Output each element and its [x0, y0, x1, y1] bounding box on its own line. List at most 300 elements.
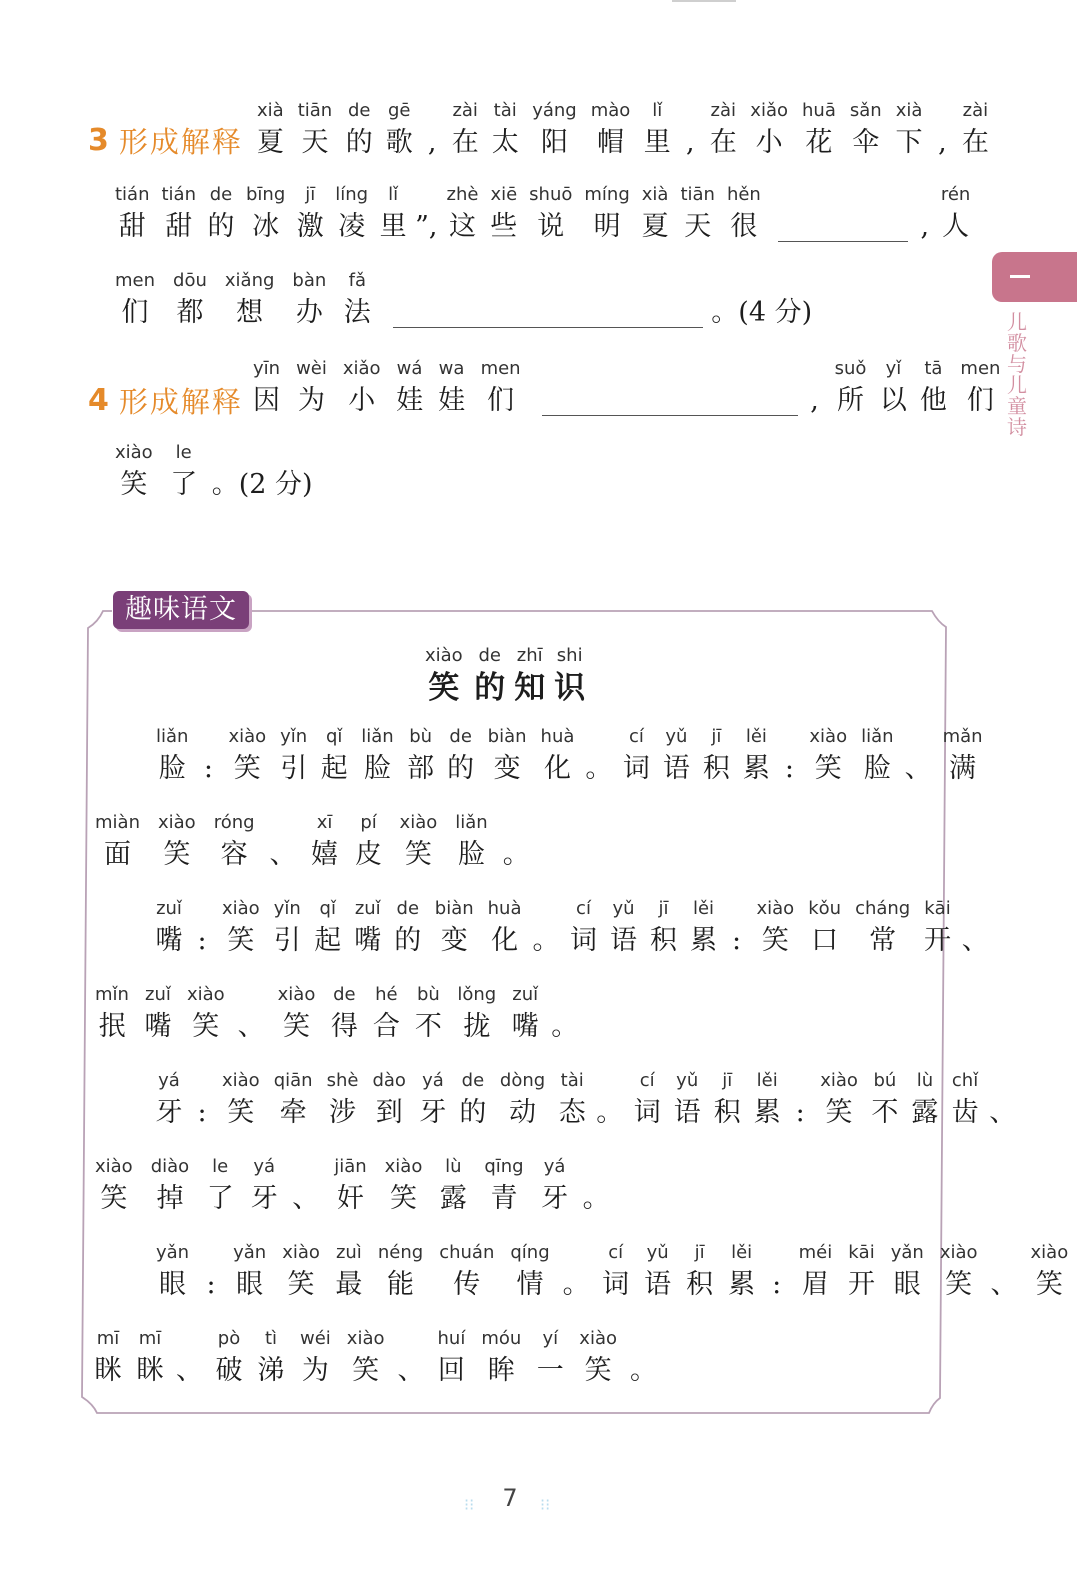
pinyin: zài [452, 100, 478, 121]
annotated-character [660, 724, 692, 788]
hanzi: 娃 [396, 385, 424, 416]
pinyin: men [115, 270, 156, 291]
annotated-character [397, 810, 441, 874]
punctuation [630, 1326, 657, 1390]
pinyin: men [960, 358, 1001, 379]
pinyin: xiē [490, 184, 518, 205]
hanzi: : [731, 925, 742, 956]
punctuation [991, 1240, 1018, 1304]
hanzi: 积 [686, 1269, 714, 1300]
annotated-character [142, 982, 174, 1046]
pinyin: de [333, 984, 356, 1005]
pinyin: wèi [296, 358, 327, 379]
hanzi: 词 [602, 1269, 630, 1300]
punctuation [596, 1068, 623, 1132]
hanzi: 嘴 [144, 1011, 172, 1042]
hanzi: 积 [650, 925, 677, 956]
pinyin [208, 1240, 214, 1266]
pinyin: yá [158, 1070, 180, 1091]
pinyin: suǒ [834, 358, 867, 379]
hanzi: 能 [387, 1269, 415, 1300]
annotated-character [295, 98, 336, 162]
hanzi: 抿 [98, 1011, 126, 1042]
punctuation [791, 1068, 809, 1132]
annotated-character [457, 1068, 489, 1132]
pinyin: biàn [434, 898, 474, 919]
hanzi: 笑 [825, 1097, 853, 1128]
pinyin: mī [138, 1328, 162, 1349]
annotated-character [341, 268, 373, 332]
pinyin: lěi [756, 1070, 778, 1091]
annotated-character [153, 896, 185, 960]
hanzi: 嘴 [511, 1011, 539, 1042]
pinyin [641, 1326, 647, 1352]
annotated-character [554, 643, 586, 707]
annotated-character [92, 1154, 136, 1218]
annotated-character [344, 1326, 388, 1390]
pinyin: yǐn [273, 898, 301, 919]
pinyin: róng [213, 812, 255, 833]
pinyin: gē [387, 100, 411, 121]
hanzi: 夏 [641, 211, 669, 242]
punctuation [933, 98, 951, 162]
punctuation [503, 810, 530, 874]
annotated-character [832, 356, 870, 420]
pinyin: hé [375, 984, 398, 1005]
pinyin: jī [305, 184, 316, 205]
hanzi: 脸 [457, 839, 485, 870]
pinyin [199, 896, 205, 922]
hanzi: 嬉 [311, 839, 339, 870]
hanzi: 笑 [233, 753, 261, 784]
hanzi: 常 [869, 925, 897, 956]
pinyin: de [347, 100, 371, 121]
pinyin: xià [641, 184, 669, 205]
hanzi: 面 [103, 839, 131, 870]
punctuation [193, 896, 211, 960]
pinyin: bù [416, 984, 440, 1005]
hanzi: 累 [728, 1269, 756, 1300]
hanzi: 阳 [540, 127, 568, 158]
q3-line-3 [112, 268, 812, 332]
unit-number-glyph [1010, 275, 1030, 278]
hanzi: 牙 [250, 1183, 278, 1214]
phrase-segment [449, 98, 681, 162]
hanzi: 。 [630, 1355, 657, 1386]
annotated-character [959, 98, 991, 162]
hanzi: 笑 [192, 1011, 220, 1042]
hanzi: 凌 [338, 211, 366, 242]
annotated-character [324, 1068, 362, 1132]
annotated-character [507, 1240, 552, 1304]
hanzi: 累 [690, 925, 717, 956]
pinyin: xià [257, 100, 284, 121]
pinyin: liǎn [361, 726, 394, 747]
pinyin [423, 182, 429, 208]
pinyin [303, 1154, 309, 1180]
hanzi: 、 [237, 1011, 265, 1042]
hanzi: 、 [292, 1183, 320, 1214]
hanzi: , [427, 127, 437, 158]
fun-row-6 [92, 1154, 622, 1218]
hanzi: 人 [942, 211, 970, 242]
pinyin: xiào [579, 1328, 617, 1349]
fun-title [422, 643, 594, 707]
hanzi: 笑 [227, 925, 255, 956]
hanzi: 语 [673, 1097, 701, 1128]
q4-blank[interactable] [542, 385, 798, 416]
pinyin [199, 1068, 205, 1094]
annotated-character [724, 182, 764, 246]
pinyin: zài [710, 100, 737, 121]
hanzi: 笑 [163, 839, 191, 870]
annotated-character [514, 643, 546, 707]
hanzi: 。 [562, 1269, 590, 1300]
page-deco-right-icon: ⁝⁝ [540, 1495, 551, 1514]
pinyin: cháng [855, 898, 911, 919]
annotated-character [112, 182, 153, 246]
pinyin [734, 896, 740, 922]
annotated-character [92, 982, 132, 1046]
pinyin: xiào [809, 726, 848, 747]
pinyin: jī [658, 898, 669, 919]
annotated-character [213, 1326, 245, 1390]
pinyin: yáng [532, 100, 577, 121]
annotated-character [243, 182, 288, 246]
annotated-character [333, 1240, 365, 1304]
hanzi: 拢 [463, 1011, 491, 1042]
annotated-character [436, 1240, 497, 1304]
annotated-character [893, 98, 926, 162]
hanzi: 笑 [287, 1269, 315, 1300]
hanzi: 变 [493, 753, 521, 784]
pinyin: qǐ [326, 726, 343, 747]
pinyin: méi [798, 1242, 833, 1263]
pinyin: rén [940, 184, 971, 205]
punctuation [202, 1240, 220, 1304]
pinyin: huà [540, 726, 575, 747]
hanzi: 笑 [814, 753, 842, 784]
pinyin: zhī [516, 645, 543, 666]
annotated-character [805, 896, 844, 960]
hanzi: 、 [989, 1097, 1017, 1128]
hanzi: : [203, 753, 213, 784]
hanzi: 合 [372, 1011, 400, 1042]
annotated-character [248, 1154, 280, 1218]
pinyin: de [209, 184, 233, 205]
hanzi: 、 [176, 1355, 203, 1386]
hanzi: 开 [923, 925, 951, 956]
hanzi: 情 [516, 1269, 544, 1300]
pinyin [205, 724, 211, 750]
pinyin: shi [556, 645, 583, 666]
annotated-character [847, 98, 885, 162]
annotated-character [608, 896, 640, 960]
q3-blank-1[interactable] [778, 211, 908, 242]
pinyin: tián [161, 184, 196, 205]
pinyin: de [461, 1070, 485, 1091]
hanzi: 得 [330, 1011, 358, 1042]
annotated-character [436, 356, 468, 420]
annotated-character [888, 1240, 927, 1304]
pinyin [596, 724, 602, 750]
q4-label [88, 380, 243, 421]
unit-side-tab [992, 252, 1077, 302]
hanzi: 回 [437, 1355, 465, 1386]
q3-label [88, 120, 243, 161]
annotated-character [940, 724, 986, 788]
pinyin: qǐ [319, 898, 336, 919]
hanzi: 齿 [951, 1097, 979, 1128]
hanzi: , [810, 385, 819, 416]
hanzi: 笑 [761, 925, 789, 956]
pinyin: kāi [924, 898, 951, 919]
pinyin: tiān [297, 100, 333, 121]
pinyin: xiào [820, 1070, 858, 1091]
punctuation [905, 724, 932, 788]
annotated-character [279, 1240, 323, 1304]
annotated-character [796, 1240, 836, 1304]
pinyin: biàn [487, 726, 527, 747]
pinyin: xiào [228, 726, 267, 747]
hanzi: 办 [295, 297, 323, 328]
annotated-character [485, 724, 530, 788]
annotated-character [435, 1326, 469, 1390]
hanzi: 变 [440, 925, 468, 956]
pinyin: kǒu [808, 898, 842, 919]
hanzi: 冰 [252, 211, 280, 242]
annotated-character [917, 356, 949, 420]
scan-edge-mark [672, 0, 736, 2]
annotated-character [534, 1326, 566, 1390]
pinyin: pò [217, 1328, 241, 1349]
annotated-character [641, 98, 673, 162]
hanzi: 的 [447, 753, 475, 784]
hanzi: 牙 [541, 1183, 569, 1214]
annotated-character [452, 810, 490, 874]
q3-blank-2[interactable] [393, 297, 703, 328]
pinyin: xiào [425, 645, 463, 666]
fun-row-7 [153, 1240, 1077, 1304]
annotated-character [817, 1068, 861, 1132]
annotated-character [751, 1068, 783, 1132]
annotated-character [293, 356, 330, 420]
hanzi: 引 [280, 753, 308, 784]
pinyin [786, 724, 792, 750]
annotated-character [277, 724, 310, 788]
pinyin: móu [481, 1328, 522, 1349]
pinyin: xiào [157, 812, 196, 833]
pinyin: wéi [300, 1328, 331, 1349]
hanzi: 累 [742, 753, 770, 784]
pinyin: shuō [529, 184, 573, 205]
hanzi: 脸 [863, 753, 891, 784]
hanzi: 娃 [438, 385, 466, 416]
pinyin [812, 356, 818, 382]
pinyin: pí [360, 812, 377, 833]
phrase-segment [707, 98, 933, 162]
hanzi: 们 [121, 297, 149, 328]
pinyin [1001, 1240, 1007, 1266]
punctuation [292, 1154, 319, 1218]
punctuation [551, 982, 578, 1046]
hanzi: 青 [490, 1183, 518, 1214]
annotated-character [211, 810, 258, 874]
annotated-character [485, 896, 525, 960]
pinyin: dōu [173, 270, 207, 291]
pinyin: hěn [726, 184, 761, 205]
hanzi: 。 [532, 925, 560, 956]
fun-row-2 [92, 810, 542, 874]
annotated-character [526, 182, 575, 246]
hanzi: 小 [348, 385, 376, 416]
phrase-segment [112, 182, 415, 246]
annotated-character [155, 810, 199, 874]
pinyin: cí [608, 1242, 624, 1263]
hanzi: 说 [537, 211, 565, 242]
hanzi: 的 [345, 127, 373, 158]
pinyin [573, 1240, 579, 1266]
pinyin: bú [873, 1070, 897, 1091]
annotated-character [937, 1240, 981, 1304]
hanzi: 的 [459, 1097, 487, 1128]
annotated-character [255, 1326, 287, 1390]
pinyin: jī [722, 1070, 733, 1091]
pinyin: yá [253, 1156, 276, 1177]
pinyin [797, 1068, 803, 1094]
hanzi: 明 [593, 211, 621, 242]
annotated-character [148, 1154, 192, 1218]
annotated-character [332, 182, 371, 246]
pinyin [939, 98, 945, 124]
pinyin [280, 810, 286, 836]
hanzi: 眉 [801, 1269, 829, 1300]
annotated-character [600, 1240, 632, 1304]
punctuation [199, 724, 217, 788]
pinyin: qíng [510, 1242, 550, 1263]
pinyin: qīng [484, 1156, 524, 1177]
annotated-character [370, 982, 402, 1046]
pinyin: jiān [334, 1156, 367, 1177]
pinyin [543, 896, 549, 922]
pinyin: mǐn [95, 984, 129, 1005]
pinyin: zuì [335, 1242, 362, 1263]
pinyin: yǎn [156, 1242, 190, 1263]
hanzi: 牙 [155, 1097, 183, 1128]
hanzi: 天 [684, 211, 712, 242]
hanzi: 都 [176, 297, 204, 328]
annotated-character [588, 98, 634, 162]
annotated-character [204, 1154, 236, 1218]
hanzi: 伞 [852, 127, 880, 158]
hanzi: 掉 [156, 1183, 184, 1214]
hanzi: , [920, 211, 930, 242]
pinyin: huà [487, 898, 522, 919]
hanzi: 眯 [136, 1355, 164, 1386]
hanzi: 他 [919, 385, 947, 416]
annotated-character [92, 1326, 124, 1390]
pinyin: yīn [253, 358, 281, 379]
punctuation [585, 724, 612, 788]
annotated-character [707, 98, 739, 162]
annotated-character [405, 724, 437, 788]
pinyin: míng [584, 184, 630, 205]
hanzi: 笑 [100, 1183, 128, 1214]
annotated-character [700, 724, 732, 788]
annotated-character [509, 982, 541, 1046]
hanzi: 、 [990, 1269, 1018, 1300]
hanzi: 这 [448, 211, 476, 242]
pinyin: xiào [95, 1156, 133, 1177]
pinyin: le [175, 442, 192, 463]
annotated-character [437, 1154, 469, 1218]
pinyin [972, 896, 978, 922]
hanzi: : [197, 925, 207, 956]
hanzi: 涕 [257, 1355, 285, 1386]
hanzi: 法 [343, 297, 371, 328]
pinyin: xiǎng [224, 270, 275, 291]
pinyin: qiān [273, 1070, 313, 1091]
pinyin [607, 1068, 613, 1094]
pinyin: lǒng [457, 984, 497, 1005]
punctuation [780, 724, 798, 788]
pinyin: xiào [186, 984, 225, 1005]
hanzi: 累 [753, 1097, 781, 1128]
hanzi: 笑 [945, 1269, 973, 1300]
annotated-character [331, 1154, 369, 1218]
pinyin [687, 98, 693, 124]
pinyin [562, 982, 568, 1008]
annotated-character [631, 1068, 663, 1132]
hanzi: 一 [536, 1355, 564, 1386]
annotated-character [581, 182, 632, 246]
phrase-segment [681, 98, 707, 162]
hanzi: 语 [662, 753, 690, 784]
phrase-segment [415, 182, 443, 246]
hanzi: 、 [904, 753, 932, 784]
annotated-character [576, 1326, 620, 1390]
pinyin: zuǐ [156, 898, 182, 919]
hanzi: 在 [709, 127, 737, 158]
pinyin: huā [802, 100, 836, 121]
hanzi: 积 [702, 753, 730, 784]
annotated-character [529, 98, 580, 162]
pinyin: tián [115, 184, 150, 205]
hanzi: 化 [491, 925, 519, 956]
annotated-character [445, 724, 477, 788]
hanzi: 破 [215, 1355, 243, 1386]
pinyin: lù [445, 1156, 462, 1177]
pinyin: tā [924, 358, 943, 379]
pinyin: lěi [731, 1242, 753, 1263]
punctuation [415, 182, 437, 246]
hanzi: : [784, 753, 794, 784]
annotated-character [642, 1240, 674, 1304]
annotated-character [677, 182, 718, 246]
hanzi: 为 [301, 1355, 329, 1386]
pinyin: xiào [939, 1242, 978, 1263]
hanzi: 脸 [363, 753, 391, 784]
hanzi: 不 [871, 1097, 899, 1128]
hanzi: 。 [596, 1097, 624, 1128]
hanzi: 起 [314, 925, 342, 956]
hanzi: 牙 [419, 1097, 447, 1128]
annotated-character [318, 724, 350, 788]
annotated-character [845, 1240, 877, 1304]
hanzi: 涉 [329, 1097, 357, 1128]
pinyin: liǎn [156, 726, 189, 747]
annotated-character [799, 98, 839, 162]
